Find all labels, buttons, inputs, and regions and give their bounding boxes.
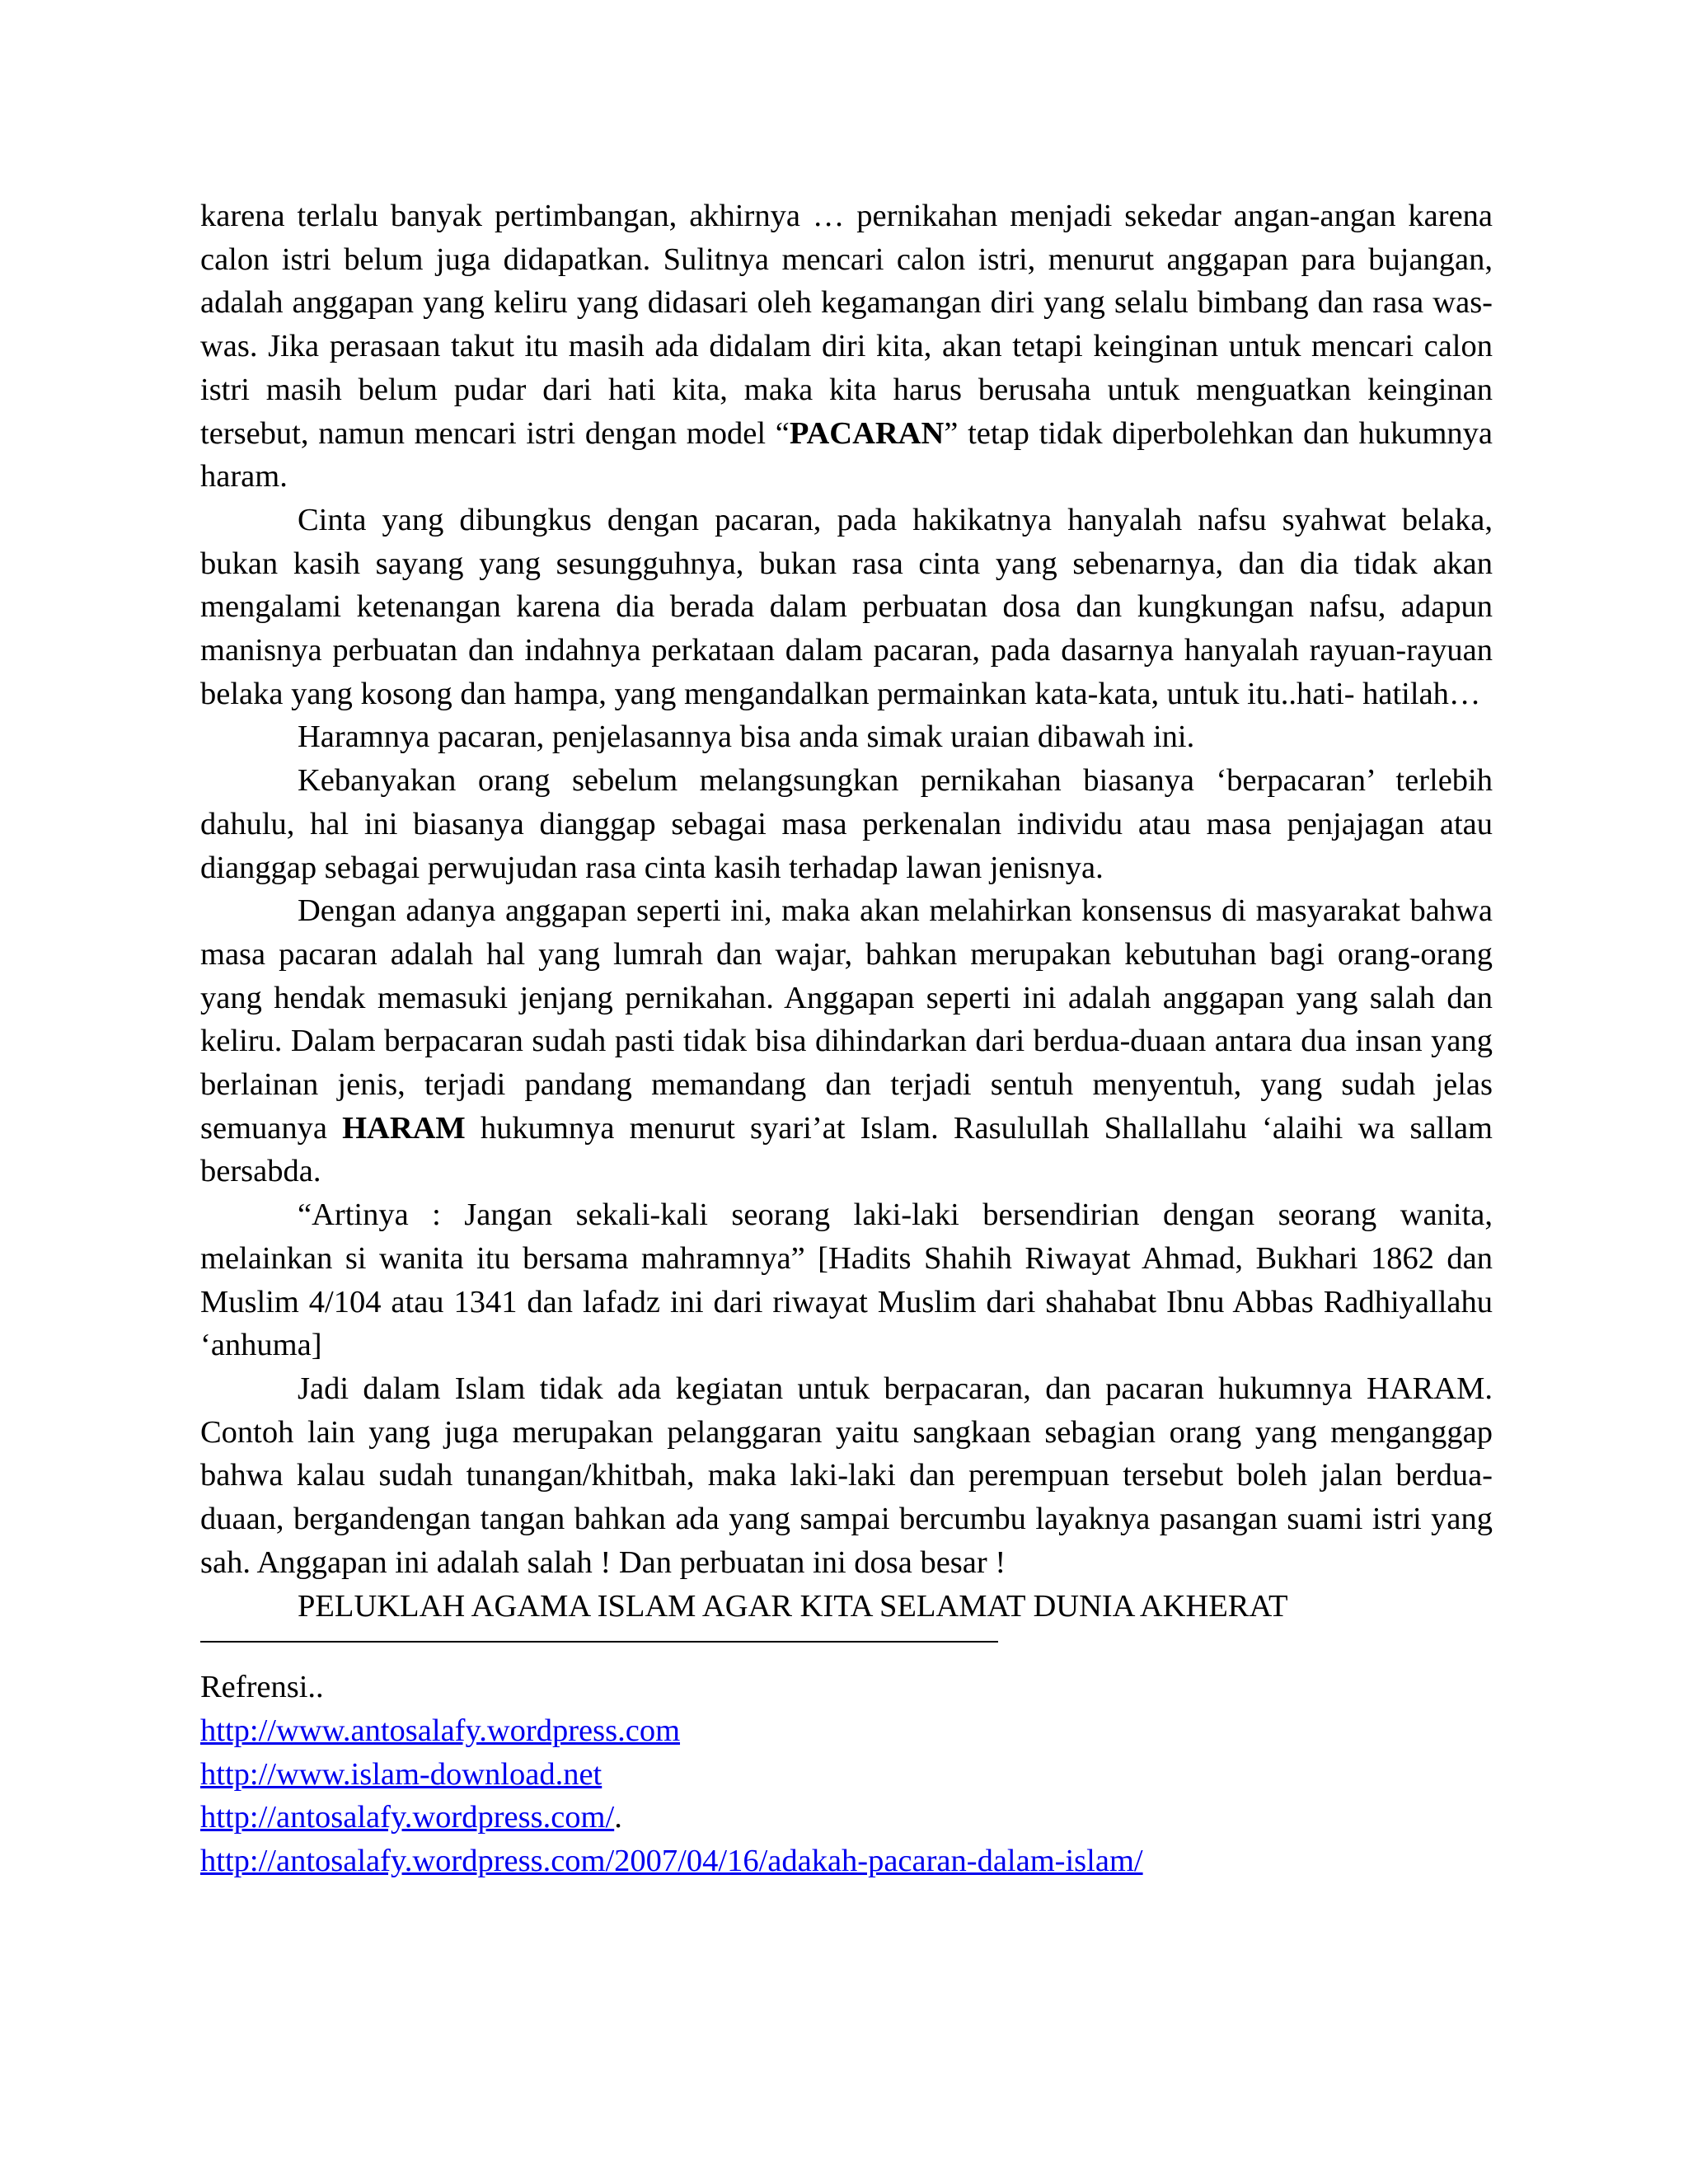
document-page: [200, 194, 1493, 1883]
reference-item: [200, 1709, 1493, 1753]
reference-suffix-3: .: [614, 1800, 622, 1835]
references-heading: Refrensi..: [200, 1670, 324, 1705]
reference-item: [200, 1840, 1493, 1883]
paragraph-5: [200, 889, 1493, 1193]
paragraph-1-text-a: karena terlalu banyak pertimbangan, akhirnya … pernikahan menjadi sekedar angan-angan karena calon istri belum juga didapatkan. Sulitnya mencari calon istri, menurut anggapan para bujangan, adalah anggapan yang keliru yang didasari oleh kegamangan diri yang selalu bimbang dan rasa was-was. Jika perasaan takut itu masih ada didalam diri kita, akan tetapi keinginan untuk mencari calon istri masih belum pudar dari hati kita, maka kita harus berusaha untuk menguatkan keinginan tersebut, namun mencari istri dengan model “: [200, 199, 1493, 451]
section-divider: [200, 1641, 998, 1643]
reference-link-2[interactable]: http://www.islam-download.net: [200, 1756, 603, 1792]
paragraph-5-text-a: Dengan adanya anggapan seperti ini, maka akan melahirkan konsensus di masyarakat bahwa masa pacaran adalah hal yang lumrah dan wajar, bahkan merupakan kebutuhan bagi orang-orang yang hendak memasuki jenjang pernikahan. Anggapan seperti ini adalah anggapan yang salah dan keliru. Dalam berpacaran sudah pasti tidak bisa dihindarkan dari berdua-duaan antara dua insan yang berlainan jenis, terjadi pandang memandang dan terjadi sentuh menyentuh, yang sudah jelas semuanya: [200, 893, 1493, 1146]
paragraph-1-text-b: ” tetap tidak diperbolehkan dan hukumnya haram.: [200, 415, 1493, 494]
paragraph-5-text-b: hukumnya menurut syari’at Islam. Rasulullah Shallallahu ‘alaihi wa sallam bersabda.: [200, 1110, 1493, 1189]
paragraph-1-bold-pacaran: PACARAN: [789, 415, 945, 451]
paragraph-8-closing: PELUKLAH AGAMA ISLAM AGAR KITA SELAMAT DUNIA AKHERAT: [298, 1588, 1288, 1624]
reference-link-4[interactable]: http://antosalafy.wordpress.com/2007/04/16/adakah-pacaran-dalam-islam/: [200, 1844, 1143, 1879]
reference-link-3[interactable]: http://antosalafy.wordpress.com/: [200, 1800, 615, 1835]
references-section: [200, 1666, 1493, 1883]
reference-item: [200, 1796, 1493, 1840]
paragraph-3: Haramnya pacaran, penjelasannya bisa anda simak uraian dibawah ini.: [298, 719, 1195, 755]
paragraph-7: Jadi dalam Islam tidak ada kegiatan untuk berpacaran, dan pacaran hukumnya HARAM. Contoh lain yang juga merupakan pelanggaran yaitu sangkaan sebagian orang yang menganggap bahwa kalau sudah tunangan/khitbah, maka laki-laki dan perempuan tersebut boleh jalan berdua-duaan, bergandengan tangan bahkan ada yang sampai bercumbu layaknya pasangan suami istri yang sah. Anggapan ini adalah salah ! Dan perbuatan ini dosa besar !: [200, 1371, 1493, 1580]
paragraph-2: Cinta yang dibungkus dengan pacaran, pada hakikatnya hanyalah nafsu syahwat belaka, bukan kasih sayang yang sesungguhnya, bukan rasa cinta yang sebenarnya, dan dia tidak akan mengalami ketenangan karena dia berada dalam perbuatan dosa dan kungkungan nafsu, adapun manisnya perbuatan dan indahnya perkataan dalam pacaran, pada dasarnya hanyalah rayuan-rayuan belaka yang kosong dan hampa, yang mengandalkan permainkan kata-kata, untuk itu..hati- hatilah…: [200, 502, 1493, 711]
paragraph-6-hadith-quote: “Artinya : Jangan sekali-kali seorang laki-laki bersendirian dengan seorang wanita, melainkan si wanita itu bersama mahramnya” [Hadits Shahih Riwayat Ahmad, Bukhari 1862 dan Muslim 4/104 atau 1341 dan lafadz ini dari riwayat Muslim dari shahabat Ibnu Abbas Radhiyallahu ‘anhuma]: [200, 1197, 1493, 1363]
reference-link-1[interactable]: http://www.antosalafy.wordpress.com: [200, 1713, 681, 1748]
reference-item: [200, 1753, 1493, 1797]
paragraph-5-bold-haram: HARAM: [342, 1110, 466, 1146]
paragraph-4: Kebanyakan orang sebelum melangsungkan pernikahan biasanya ‘berpacaran’ terlebih dahulu, hal ini biasanya dianggap sebagai masa perkenalan individu atau masa penjajagan atau dianggap sebagai perwujudan rasa cinta kasih terhadap lawan jenisnya.: [200, 763, 1493, 885]
paragraph-1: [200, 194, 1493, 499]
